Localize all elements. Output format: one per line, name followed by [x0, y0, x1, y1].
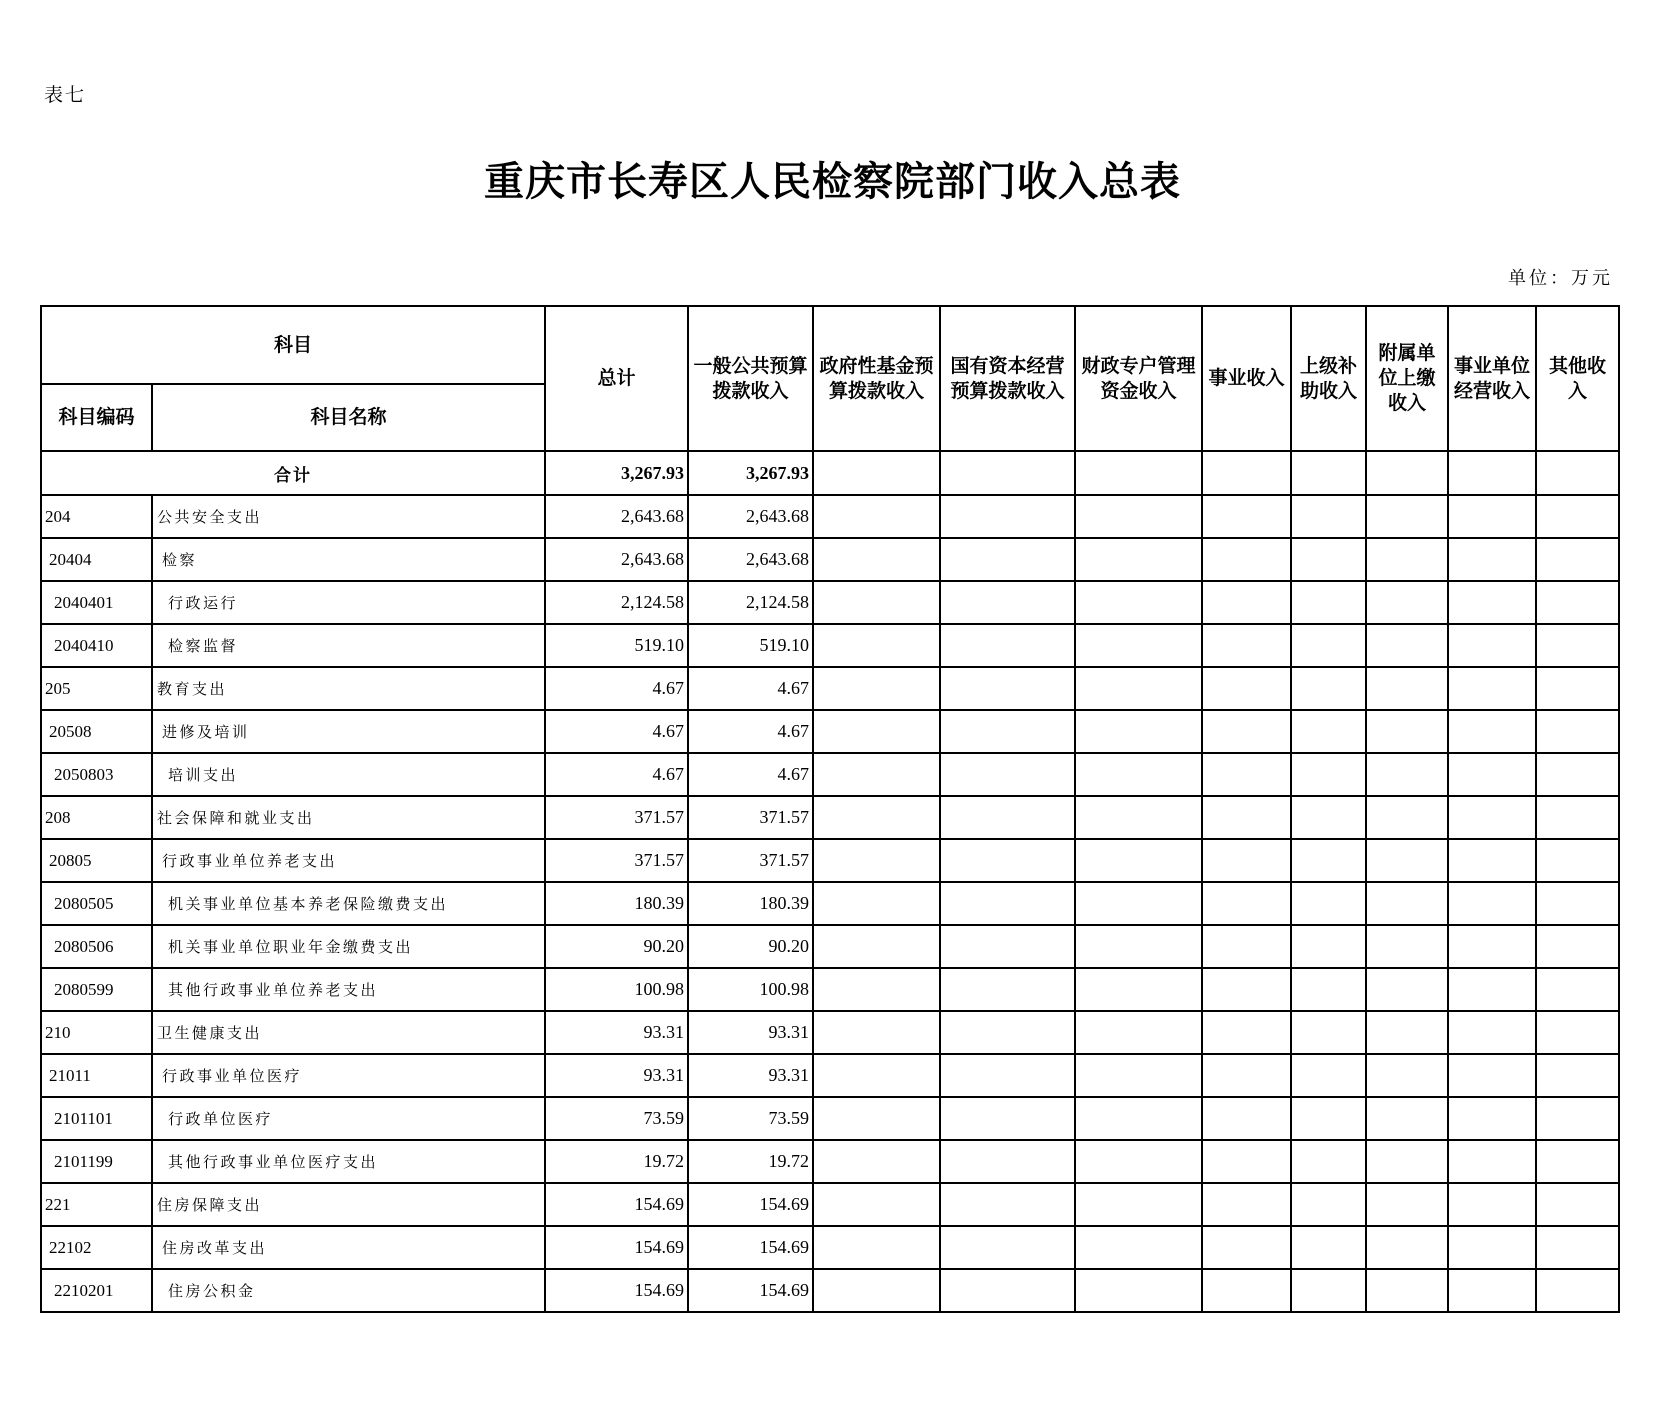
affiliated-unit-payment-cell	[1366, 1054, 1448, 1097]
total-cell: 4.67	[545, 667, 688, 710]
superior-subsidy-cell	[1291, 753, 1366, 796]
general-public-budget-cell: 4.67	[688, 710, 813, 753]
header-line: 政府性基金预	[819, 354, 934, 377]
affiliated-unit-payment-cell	[1366, 968, 1448, 1011]
government-fund-budget-cell	[813, 1054, 940, 1097]
header-state-capital-budget	[940, 306, 1075, 451]
superior-subsidy-cell	[1291, 839, 1366, 882]
table-row	[41, 1011, 1619, 1054]
header-line: 经营收入	[1454, 379, 1531, 402]
business-income-cell	[1202, 796, 1291, 839]
business-operation-income-cell	[1448, 796, 1536, 839]
government-fund-budget-cell	[813, 495, 940, 538]
fiscal-special-account-cell	[1075, 796, 1202, 839]
table-row	[41, 710, 1619, 753]
state-capital-budget-cell	[940, 624, 1075, 667]
other-income-cell	[1536, 1183, 1619, 1226]
subject-name-cell: 社会保障和就业支出	[152, 796, 545, 839]
business-operation-income-cell	[1448, 581, 1536, 624]
business-operation-income-cell	[1448, 753, 1536, 796]
affiliated-unit-payment-cell	[1366, 1011, 1448, 1054]
other-income-cell	[1536, 495, 1619, 538]
government-fund-budget-cell	[813, 1183, 940, 1226]
subject-name-cell: 行政事业单位医疗	[152, 1054, 545, 1097]
fiscal-special-account-cell	[1075, 1140, 1202, 1183]
general-public-budget-cell: 73.59	[688, 1097, 813, 1140]
business-income-cell	[1202, 1011, 1291, 1054]
business-operation-income-cell	[1448, 451, 1536, 495]
general-public-budget-cell: 154.69	[688, 1226, 813, 1269]
business-income-cell	[1202, 495, 1291, 538]
header-government-fund-budget	[813, 306, 940, 451]
state-capital-budget-cell	[940, 451, 1075, 495]
fiscal-special-account-cell	[1075, 968, 1202, 1011]
header-line: 事业单位	[1454, 354, 1531, 377]
business-operation-income-cell	[1448, 839, 1536, 882]
header-subject-code: 科目编码	[41, 384, 152, 451]
total-label: 合计	[41, 451, 545, 495]
business-operation-income-cell	[1448, 1140, 1536, 1183]
superior-subsidy-cell	[1291, 538, 1366, 581]
header-line: 助收入	[1300, 379, 1358, 402]
business-income-cell	[1202, 839, 1291, 882]
subject-code-cell: 221	[41, 1183, 152, 1226]
general-public-budget-cell: 3,267.93	[688, 451, 813, 495]
total-cell: 19.72	[545, 1140, 688, 1183]
government-fund-budget-cell	[813, 1011, 940, 1054]
table-row	[41, 968, 1619, 1011]
superior-subsidy-cell	[1291, 1269, 1366, 1312]
government-fund-budget-cell	[813, 925, 940, 968]
header-general-public-budget	[688, 306, 813, 451]
business-operation-income-cell	[1448, 624, 1536, 667]
fiscal-special-account-cell	[1075, 710, 1202, 753]
business-income-cell	[1202, 1269, 1291, 1312]
other-income-cell	[1536, 1097, 1619, 1140]
general-public-budget-cell: 93.31	[688, 1054, 813, 1097]
header-total	[545, 306, 688, 451]
affiliated-unit-payment-cell	[1366, 1269, 1448, 1312]
subject-name-cell: 机关事业单位基本养老保险缴费支出	[152, 882, 545, 925]
subject-code-cell: 204	[41, 495, 152, 538]
general-public-budget-cell: 371.57	[688, 839, 813, 882]
subject-code-cell: 2040410	[41, 624, 152, 667]
superior-subsidy-cell	[1291, 624, 1366, 667]
state-capital-budget-cell	[940, 1269, 1075, 1312]
table-row	[41, 538, 1619, 581]
subject-code-cell: 210	[41, 1011, 152, 1054]
superior-subsidy-cell	[1291, 581, 1366, 624]
fiscal-special-account-cell	[1075, 1183, 1202, 1226]
total-cell: 154.69	[545, 1269, 688, 1312]
fiscal-special-account-cell	[1075, 667, 1202, 710]
general-public-budget-cell: 2,643.68	[688, 538, 813, 581]
general-public-budget-cell: 93.31	[688, 1011, 813, 1054]
header-fiscal-special-account	[1075, 306, 1202, 451]
total-row	[41, 451, 1619, 495]
other-income-cell	[1536, 538, 1619, 581]
affiliated-unit-payment-cell	[1366, 1183, 1448, 1226]
business-operation-income-cell	[1448, 882, 1536, 925]
header-line: 财政专户管理	[1081, 354, 1196, 377]
subject-name-cell: 住房保障支出	[152, 1183, 545, 1226]
business-income-cell	[1202, 451, 1291, 495]
subject-code-cell: 2080599	[41, 968, 152, 1011]
total-cell: 371.57	[545, 839, 688, 882]
total-cell: 93.31	[545, 1011, 688, 1054]
superior-subsidy-cell	[1291, 667, 1366, 710]
government-fund-budget-cell	[813, 538, 940, 581]
subject-name-cell: 培训支出	[152, 753, 545, 796]
fiscal-special-account-cell	[1075, 495, 1202, 538]
subject-name-cell: 其他行政事业单位医疗支出	[152, 1140, 545, 1183]
general-public-budget-cell: 100.98	[688, 968, 813, 1011]
other-income-cell	[1536, 1269, 1619, 1312]
table-row	[41, 839, 1619, 882]
general-public-budget-cell: 154.69	[688, 1269, 813, 1312]
table-row	[41, 1269, 1619, 1312]
affiliated-unit-payment-cell	[1366, 839, 1448, 882]
subject-code-cell: 2040401	[41, 581, 152, 624]
business-income-cell	[1202, 624, 1291, 667]
business-operation-income-cell	[1448, 1226, 1536, 1269]
general-public-budget-cell: 90.20	[688, 925, 813, 968]
superior-subsidy-cell	[1291, 796, 1366, 839]
subject-code-cell: 2101199	[41, 1140, 152, 1183]
other-income-cell	[1536, 796, 1619, 839]
affiliated-unit-payment-cell	[1366, 1097, 1448, 1140]
header-row-top	[41, 306, 1619, 384]
subject-code-cell: 2210201	[41, 1269, 152, 1312]
affiliated-unit-payment-cell	[1366, 753, 1448, 796]
business-income-cell	[1202, 1183, 1291, 1226]
other-income-cell	[1536, 451, 1619, 495]
state-capital-budget-cell	[940, 1054, 1075, 1097]
state-capital-budget-cell	[940, 1183, 1075, 1226]
total-cell: 2,124.58	[545, 581, 688, 624]
state-capital-budget-cell	[940, 968, 1075, 1011]
affiliated-unit-payment-cell	[1366, 581, 1448, 624]
general-public-budget-cell: 2,643.68	[688, 495, 813, 538]
state-capital-budget-cell	[940, 925, 1075, 968]
business-income-cell	[1202, 1097, 1291, 1140]
business-income-cell	[1202, 882, 1291, 925]
table-row	[41, 1226, 1619, 1269]
total-cell: 4.67	[545, 753, 688, 796]
table-header	[41, 306, 1619, 451]
general-public-budget-cell: 154.69	[688, 1183, 813, 1226]
government-fund-budget-cell	[813, 581, 940, 624]
fiscal-special-account-cell	[1075, 882, 1202, 925]
government-fund-budget-cell	[813, 882, 940, 925]
other-income-cell	[1536, 1011, 1619, 1054]
affiliated-unit-payment-cell	[1366, 495, 1448, 538]
subject-name-cell: 检察	[152, 538, 545, 581]
other-income-cell	[1536, 624, 1619, 667]
total-cell: 93.31	[545, 1054, 688, 1097]
header-line: 预算拨款收入	[950, 379, 1065, 402]
superior-subsidy-cell	[1291, 1140, 1366, 1183]
government-fund-budget-cell	[813, 710, 940, 753]
other-income-cell	[1536, 882, 1619, 925]
table-number: 表七	[44, 84, 87, 106]
superior-subsidy-cell	[1291, 1183, 1366, 1226]
table-row	[41, 1140, 1619, 1183]
government-fund-budget-cell	[813, 1097, 940, 1140]
table-row	[41, 753, 1619, 796]
government-fund-budget-cell	[813, 968, 940, 1011]
table-body	[41, 451, 1619, 1312]
subject-name-cell: 住房公积金	[152, 1269, 545, 1312]
affiliated-unit-payment-cell	[1366, 882, 1448, 925]
header-line: 事业收入	[1208, 367, 1285, 389]
state-capital-budget-cell	[940, 1226, 1075, 1269]
other-income-cell	[1536, 710, 1619, 753]
general-public-budget-cell: 4.67	[688, 753, 813, 796]
subject-code-cell: 2080505	[41, 882, 152, 925]
subject-name-cell: 住房改革支出	[152, 1226, 545, 1269]
business-operation-income-cell	[1448, 710, 1536, 753]
subject-name-cell: 教育支出	[152, 667, 545, 710]
state-capital-budget-cell	[940, 1011, 1075, 1054]
state-capital-budget-cell	[940, 753, 1075, 796]
subject-name-cell: 进修及培训	[152, 710, 545, 753]
fiscal-special-account-cell	[1075, 538, 1202, 581]
fiscal-special-account-cell	[1075, 925, 1202, 968]
total-cell: 3,267.93	[545, 451, 688, 495]
business-operation-income-cell	[1448, 667, 1536, 710]
header-line: 资金收入	[1100, 379, 1177, 402]
header-line: 收入	[1388, 392, 1427, 414]
header-line: 附属单	[1378, 342, 1436, 364]
header-superior-subsidy	[1291, 306, 1366, 451]
government-fund-budget-cell	[813, 1269, 940, 1312]
state-capital-budget-cell	[940, 1140, 1075, 1183]
subject-code-cell: 205	[41, 667, 152, 710]
state-capital-budget-cell	[940, 538, 1075, 581]
state-capital-budget-cell	[940, 581, 1075, 624]
state-capital-budget-cell	[940, 839, 1075, 882]
other-income-cell	[1536, 839, 1619, 882]
general-public-budget-cell: 19.72	[688, 1140, 813, 1183]
superior-subsidy-cell	[1291, 1054, 1366, 1097]
business-operation-income-cell	[1448, 968, 1536, 1011]
total-cell: 180.39	[545, 882, 688, 925]
state-capital-budget-cell	[940, 710, 1075, 753]
total-cell: 100.98	[545, 968, 688, 1011]
other-income-cell	[1536, 1054, 1619, 1097]
affiliated-unit-payment-cell	[1366, 1226, 1448, 1269]
subject-code-cell: 20508	[41, 710, 152, 753]
superior-subsidy-cell	[1291, 925, 1366, 968]
subject-name-cell: 卫生健康支出	[152, 1011, 545, 1054]
subject-code-cell: 22102	[41, 1226, 152, 1269]
general-public-budget-cell: 180.39	[688, 882, 813, 925]
total-cell: 154.69	[545, 1183, 688, 1226]
other-income-cell	[1536, 667, 1619, 710]
fiscal-special-account-cell	[1075, 1097, 1202, 1140]
table-row	[41, 882, 1619, 925]
business-operation-income-cell	[1448, 1054, 1536, 1097]
business-income-cell	[1202, 667, 1291, 710]
other-income-cell	[1536, 968, 1619, 1011]
total-cell: 73.59	[545, 1097, 688, 1140]
subject-name-cell: 行政事业单位养老支出	[152, 839, 545, 882]
subject-code-cell: 2080506	[41, 925, 152, 968]
business-income-cell	[1202, 925, 1291, 968]
affiliated-unit-payment-cell	[1366, 538, 1448, 581]
subject-code-cell: 21011	[41, 1054, 152, 1097]
table-row	[41, 1054, 1619, 1097]
header-affiliated-unit-payment	[1366, 306, 1448, 451]
general-public-budget-cell: 519.10	[688, 624, 813, 667]
unit-label: 单位：万元	[1508, 268, 1613, 289]
business-operation-income-cell	[1448, 1097, 1536, 1140]
superior-subsidy-cell	[1291, 1097, 1366, 1140]
header-business-income	[1202, 306, 1291, 451]
superior-subsidy-cell	[1291, 451, 1366, 495]
header-line: 入	[1568, 379, 1588, 402]
fiscal-special-account-cell	[1075, 581, 1202, 624]
affiliated-unit-payment-cell	[1366, 796, 1448, 839]
business-operation-income-cell	[1448, 538, 1536, 581]
state-capital-budget-cell	[940, 667, 1075, 710]
business-income-cell	[1202, 1054, 1291, 1097]
business-operation-income-cell	[1448, 495, 1536, 538]
header-line: 上级补	[1300, 354, 1358, 377]
general-public-budget-cell: 371.57	[688, 796, 813, 839]
subject-code-cell: 20404	[41, 538, 152, 581]
affiliated-unit-payment-cell	[1366, 451, 1448, 495]
table-row	[41, 624, 1619, 667]
subject-code-cell: 2101101	[41, 1097, 152, 1140]
total-cell: 371.57	[545, 796, 688, 839]
business-income-cell	[1202, 538, 1291, 581]
header-line: 其他收	[1549, 354, 1607, 377]
header-line: 拨款收入	[712, 379, 789, 402]
government-fund-budget-cell	[813, 624, 940, 667]
subject-code-cell: 20805	[41, 839, 152, 882]
header-business-operation-income	[1448, 306, 1536, 451]
header-other-income	[1536, 306, 1619, 451]
government-fund-budget-cell	[813, 796, 940, 839]
superior-subsidy-cell	[1291, 882, 1366, 925]
government-fund-budget-cell	[813, 667, 940, 710]
state-capital-budget-cell	[940, 495, 1075, 538]
superior-subsidy-cell	[1291, 495, 1366, 538]
government-fund-budget-cell	[813, 753, 940, 796]
table-row	[41, 925, 1619, 968]
page-title: 重庆市长寿区人民检察院部门收入总表	[484, 158, 1181, 205]
fiscal-special-account-cell	[1075, 1054, 1202, 1097]
subject-name-cell: 检察监督	[152, 624, 545, 667]
subject-name-cell: 其他行政事业单位养老支出	[152, 968, 545, 1011]
department-income-summary-table	[40, 305, 1620, 1313]
government-fund-budget-cell	[813, 1140, 940, 1183]
fiscal-special-account-cell	[1075, 1011, 1202, 1054]
government-fund-budget-cell	[813, 839, 940, 882]
other-income-cell	[1536, 1140, 1619, 1183]
business-operation-income-cell	[1448, 1269, 1536, 1312]
subject-code-cell: 2050803	[41, 753, 152, 796]
total-cell: 2,643.68	[545, 495, 688, 538]
table-row	[41, 495, 1619, 538]
total-cell: 90.20	[545, 925, 688, 968]
business-income-cell	[1202, 753, 1291, 796]
state-capital-budget-cell	[940, 796, 1075, 839]
fiscal-special-account-cell	[1075, 451, 1202, 495]
other-income-cell	[1536, 925, 1619, 968]
affiliated-unit-payment-cell	[1366, 710, 1448, 753]
table-row	[41, 1097, 1619, 1140]
fiscal-special-account-cell	[1075, 1269, 1202, 1312]
other-income-cell	[1536, 581, 1619, 624]
header-line: 算拨款收入	[829, 379, 925, 402]
header-line: 位上缴	[1378, 367, 1436, 389]
header-subject-name: 科目名称	[152, 384, 545, 451]
table-row	[41, 796, 1619, 839]
affiliated-unit-payment-cell	[1366, 624, 1448, 667]
business-operation-income-cell	[1448, 1183, 1536, 1226]
table-row	[41, 581, 1619, 624]
general-public-budget-cell: 4.67	[688, 667, 813, 710]
business-income-cell	[1202, 1140, 1291, 1183]
fiscal-special-account-cell	[1075, 753, 1202, 796]
superior-subsidy-cell	[1291, 710, 1366, 753]
table-row	[41, 667, 1619, 710]
header-total-line: 总计	[597, 367, 636, 389]
business-operation-income-cell	[1448, 925, 1536, 968]
government-fund-budget-cell	[813, 451, 940, 495]
business-income-cell	[1202, 968, 1291, 1011]
other-income-cell	[1536, 753, 1619, 796]
subject-name-cell: 行政单位医疗	[152, 1097, 545, 1140]
header-line: 一般公共预算	[693, 354, 808, 377]
other-income-cell	[1536, 1226, 1619, 1269]
business-income-cell	[1202, 710, 1291, 753]
header-line: 国有资本经营	[950, 354, 1065, 377]
business-income-cell	[1202, 581, 1291, 624]
state-capital-budget-cell	[940, 882, 1075, 925]
general-public-budget-cell: 2,124.58	[688, 581, 813, 624]
affiliated-unit-payment-cell	[1366, 667, 1448, 710]
government-fund-budget-cell	[813, 1226, 940, 1269]
affiliated-unit-payment-cell	[1366, 925, 1448, 968]
total-cell: 154.69	[545, 1226, 688, 1269]
fiscal-special-account-cell	[1075, 624, 1202, 667]
affiliated-unit-payment-cell	[1366, 1140, 1448, 1183]
superior-subsidy-cell	[1291, 1011, 1366, 1054]
subject-name-cell: 公共安全支出	[152, 495, 545, 538]
state-capital-budget-cell	[940, 1097, 1075, 1140]
business-income-cell	[1202, 1226, 1291, 1269]
total-cell: 4.67	[545, 710, 688, 753]
business-operation-income-cell	[1448, 1011, 1536, 1054]
fiscal-special-account-cell	[1075, 839, 1202, 882]
superior-subsidy-cell	[1291, 1226, 1366, 1269]
header-subject: 科目	[41, 306, 545, 384]
total-cell: 2,643.68	[545, 538, 688, 581]
subject-name-cell: 机关事业单位职业年金缴费支出	[152, 925, 545, 968]
table-row	[41, 1183, 1619, 1226]
fiscal-special-account-cell	[1075, 1226, 1202, 1269]
subject-code-cell: 208	[41, 796, 152, 839]
total-cell: 519.10	[545, 624, 688, 667]
subject-name-cell: 行政运行	[152, 581, 545, 624]
superior-subsidy-cell	[1291, 968, 1366, 1011]
